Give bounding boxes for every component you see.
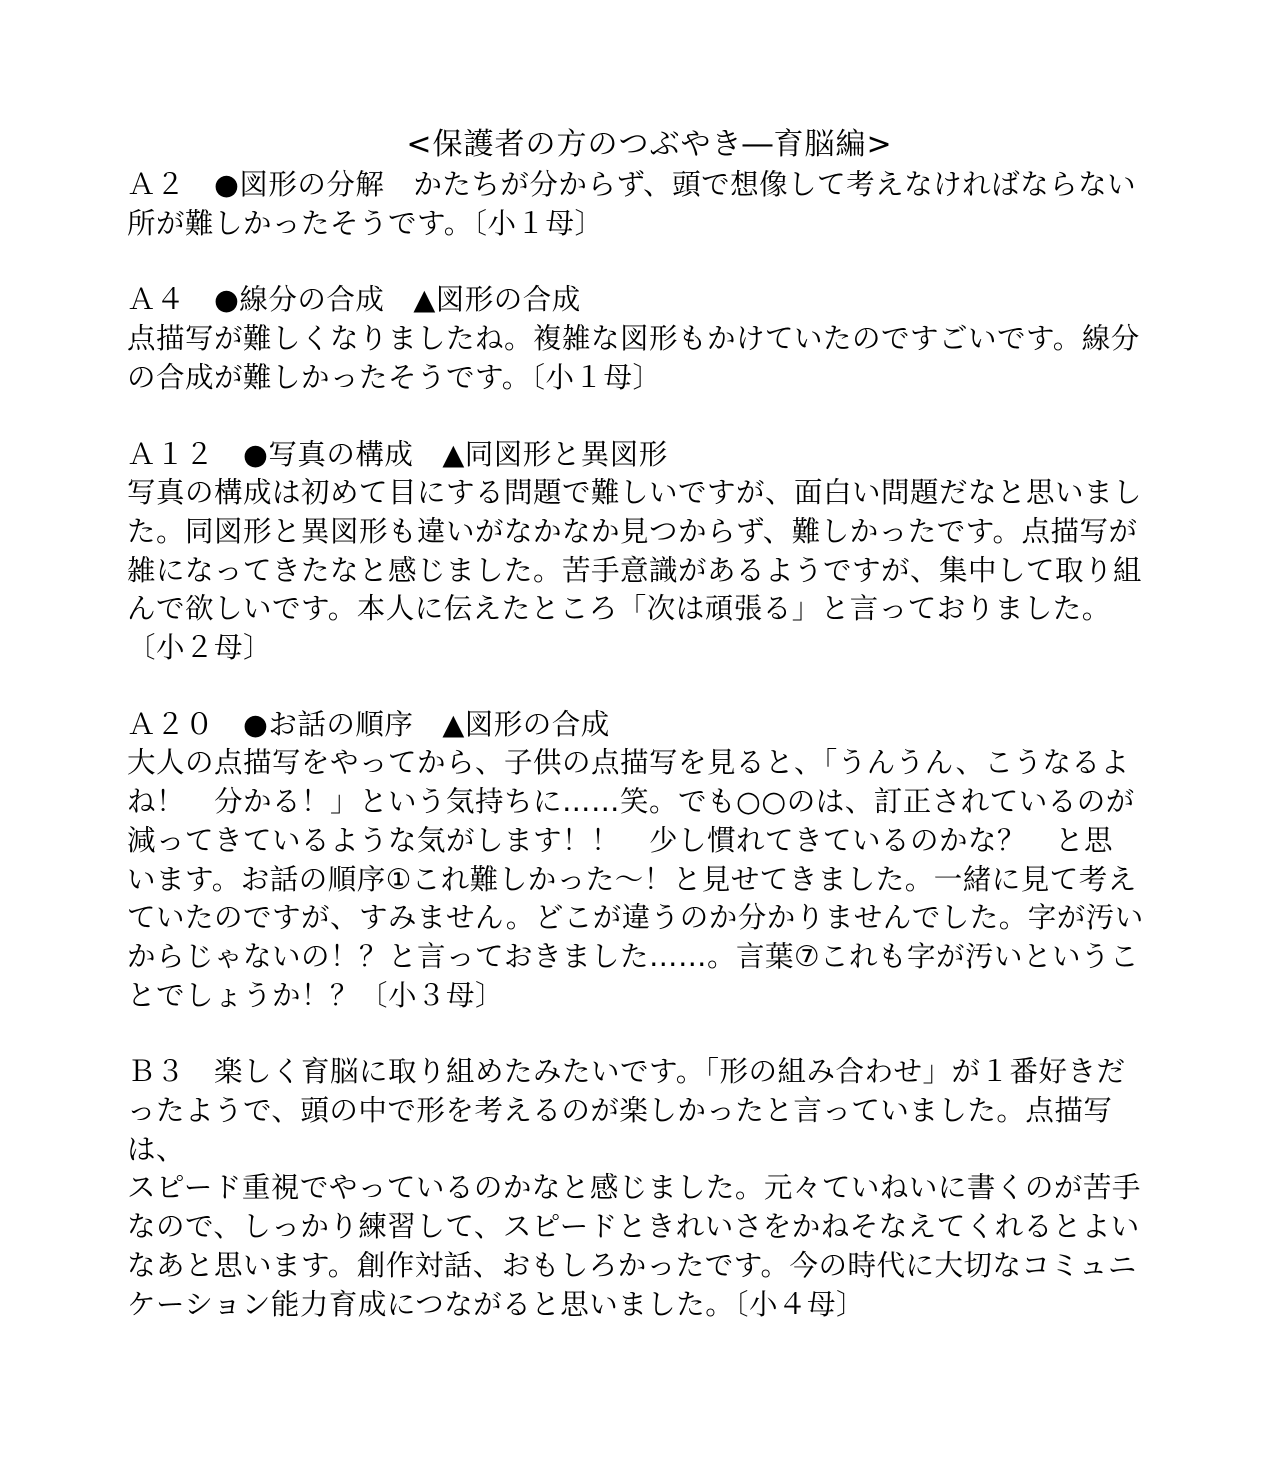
entry-line: います。お話の順序①これ難しかった～！と見せてきました。一緒に見て考え [127,862,1137,896]
entry-line: スピード重視でやっているのかなと感じました。元々ていねいに書くのが苦手 [127,1171,1141,1205]
entry-line: からじゃないの！？と言っておきました……。言葉⑦これも字が汚いというこ [127,939,1140,973]
entry-line: Ａ２ ●図形の分解 かたちが分からず、頭で想像して考えなければならない [127,168,1137,201]
entry-line: 減ってきているような気がします！！ 少し慣れてきているのかな？ と思 [127,823,1114,857]
entry-line: 点描写が難しくなりましたね。複雑な図形もかけていたのですごいです。線分 [127,322,1140,356]
entry-line: た。同図形と異図形も違いがなかなか見つからず、難しかったです。点描写が [127,514,1138,548]
entry-a12 [127,436,1162,668]
entry-line: 〔小２母〕 [127,631,273,665]
entry-line: なので、しっかり練習して、スピードときれいさをかねそなえてくれるとよい [127,1210,1140,1244]
entry-line: ケーション能力育成につながると思いました。〔小４母〕 [127,1287,866,1321]
entry-line: 所が難しかったそうです。〔小１母〕 [127,206,604,240]
entry-line: ったようで、頭の中で形を考えるのが楽しかったと言っていました。点描写は、 [127,1094,1113,1166]
entry-heading: Ａ１２ ●写真の構成 ▲同図形と異図形 [127,437,668,471]
entry-line: とでしょうか！？〔小３母〕 [127,978,505,1012]
entry-line: んで欲しいです。本人に伝えたところ「次は頑張る」と言っておりました。 [127,592,1111,626]
entry-line: Ｂ３ 楽しく育脳に取り組めたみたいです。「形の組み合わせ」が１番好きだ [127,1055,1126,1089]
entry-b3 [127,1053,1162,1324]
entry-a4 [127,281,1162,397]
entry-line: 雑になってきたなと感じました。苦手意識があるようですが、集中して取り組 [127,553,1143,587]
entry-line: 写真の構成は初めて目にする問題で難しいですが、面白い問題だなと思いまし [127,476,1143,510]
entry-line: ていたのですが、すみません。どこが違うのか分かりませんでした。字が汚い [127,901,1144,935]
entry-a2 [127,166,1162,243]
entry-heading: Ａ４ ●線分の合成 ▲図形の合成 [127,283,581,317]
entry-line: の合成が難しかったそうです。〔小１母〕 [127,360,662,394]
entry-line: 大人の点描写をやってから、子供の点描写を見ると、「うんうん、こうなるよ [127,746,1130,780]
entry-line: なあと思います。創作対話、おもしろかったです。今の時代に大切なコミュニ [127,1248,1137,1282]
document-title: <保護者の方のつぶやき―育脳編> [406,127,893,162]
document-page [127,126,1162,1362]
entry-heading: Ａ２０ ●お話の順序 ▲図形の合成 [127,707,610,741]
entry-a20 [127,706,1162,1016]
entry-line: ね！ 分かる！」という気持ちに……笑。でも○○のは、訂正されているのが [127,785,1135,819]
